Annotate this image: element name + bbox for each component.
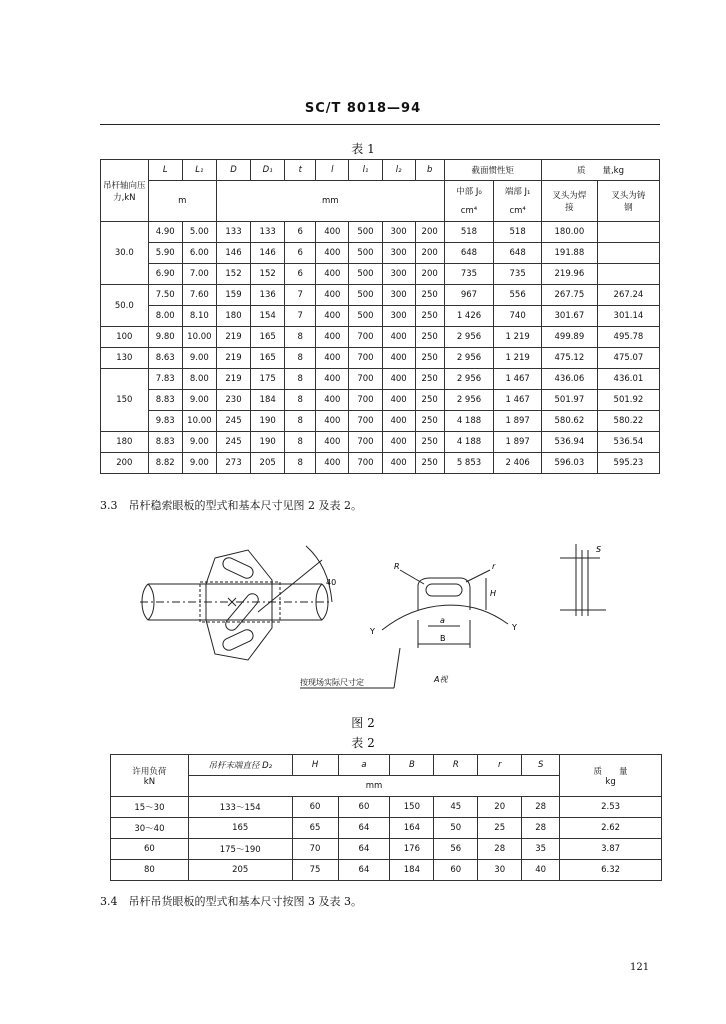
standard-code: SC/T 8018—94 [304,101,422,116]
t1-unit-m: m [148,181,216,222]
t2-head-a: a [338,755,390,776]
t1-cell-J0: 2 956 [444,348,494,369]
view-label: A视 [434,675,448,684]
t1-head-l: l [316,160,349,181]
t1-cell-mw: 536.94 [541,432,597,453]
t2-unit-mm: mm [188,776,559,797]
t1-cell-l1: 700 [349,432,382,453]
t1-sub-end: 端部 J₁ [494,181,542,202]
t2-cell-B: 164 [390,818,434,839]
t1-cell-D1: 152 [251,264,285,285]
t1-sub-mid: 中部 J₀ [444,181,494,202]
t1-head-l2: l₂ [382,160,415,181]
t1-cell-D: 230 [216,390,250,411]
t1-cell-J0: 2 956 [444,390,494,411]
t2-cell-r: 28 [478,839,522,860]
t1-cell-L1: 10.00 [182,411,216,432]
t1-cell-mc: 580.22 [597,411,659,432]
t1-cell-load: 100 [101,327,149,348]
t1-cell-D1: 190 [251,411,285,432]
t1-sub-cast: 叉头为铸 钢 [597,181,659,222]
t1-cell-mc: 436.01 [597,369,659,390]
t1-cell-D: 152 [216,264,250,285]
t1-cell-l2: 400 [382,432,415,453]
t1-cell-t: 6 [285,222,316,243]
view-arrow [228,598,236,606]
t1-cell-J1: 1 467 [494,369,542,390]
t1-cell-J0: 648 [444,243,494,264]
t2-cell-m: 2.62 [560,818,662,839]
t2-cell-S: 28 [522,818,560,839]
t1-cell-L: 7.50 [148,285,182,306]
t1-cell-b: 250 [415,369,444,390]
table1-row [101,390,660,411]
t1-cell-L: 7.83 [148,369,182,390]
t2-cell-a: 64 [338,860,390,881]
table1 [100,159,660,474]
table2-row [111,797,662,818]
table1-row [101,222,660,243]
t1-cell-mw: 580.62 [541,411,597,432]
t1-cell-J0: 4 188 [444,411,494,432]
t1-cell-D1: 146 [251,243,285,264]
t1-cell-J1: 1 219 [494,348,542,369]
angle-arc [306,546,332,602]
t1-cell-b: 200 [415,243,444,264]
a-label: a [440,616,445,625]
t2-cell-H: 75 [292,860,338,881]
t1-cell-D: 219 [216,369,250,390]
t1-cell-l: 400 [316,390,349,411]
eye-plate-outline [206,550,272,660]
t2-cell-r: 30 [478,860,522,881]
t1-cell-L1: 8.00 [182,369,216,390]
t1-cell-D: 273 [216,453,250,474]
t1-cell-t: 6 [285,243,316,264]
figure-2-drawing [0,520,726,710]
t1-cell-t: 8 [285,390,316,411]
t1-cell-D: 219 [216,327,250,348]
table1-body [101,222,660,474]
t2-cell-r: 25 [478,818,522,839]
r-label: r [492,562,496,571]
t1-cell-L1: 5.00 [182,222,216,243]
t1-cell-l: 400 [316,327,349,348]
t1-cell-D: 146 [216,243,250,264]
t1-head-L1: L₁ [182,160,216,181]
t2-head-dia: 吊杆末端直径 D₂ [188,755,292,776]
t1-cell-l2: 400 [382,411,415,432]
table1-row [101,264,660,285]
t1-cell-J1: 556 [494,285,542,306]
t1-cell-t: 8 [285,327,316,348]
t1-cell-D1: 184 [251,390,285,411]
t2-cell-B: 184 [390,860,434,881]
t1-cell-l2: 300 [382,285,415,306]
t2-cell-m: 3.87 [560,839,662,860]
S-label: S [596,545,602,554]
section-3-3: 3.3 吊杆稳索眼板的型式和基本尺寸见图 2 及表 2。 [100,499,362,512]
t1-cell-l1: 700 [349,369,382,390]
t1-cell-b: 200 [415,222,444,243]
t2-cell-S: 28 [522,797,560,818]
t1-cell-J1: 2 406 [494,453,542,474]
t1-cell-l: 400 [316,306,349,327]
t1-head-b: b [415,160,444,181]
t1-cell-L: 9.80 [148,327,182,348]
t1-cell-t: 8 [285,411,316,432]
t1-cell-l2: 300 [382,243,415,264]
t1-head-inertia: 截面惯性矩 [444,160,541,181]
t1-cell-mw: 596.03 [541,453,597,474]
t1-head-l1: l₁ [349,160,382,181]
t1-cell-l1: 500 [349,285,382,306]
t1-cell-mc: 301.14 [597,306,659,327]
t2-cell-load: 30～40 [111,818,189,839]
t1-cell-l: 400 [316,432,349,453]
t1-cell-l1: 700 [349,411,382,432]
t1-cell-b: 250 [415,432,444,453]
t2-head-mass [560,755,662,797]
t2-head-S: S [522,755,560,776]
t1-cell-b: 250 [415,327,444,348]
t1-cell-l1: 700 [349,327,382,348]
table2-body [111,797,662,881]
t1-cell-mw: 436.06 [541,369,597,390]
t1-cell-mw: 475.12 [541,348,597,369]
t2-cell-load: 15～30 [111,797,189,818]
t1-cell-J1: 1 897 [494,432,542,453]
t1-cell-D1: 175 [251,369,285,390]
page-number: 121 [630,962,650,973]
t1-cell-l1: 500 [349,264,382,285]
t2-cell-a: 64 [338,818,390,839]
t1-cell-t: 8 [285,432,316,453]
t1-cell-mw: 180.00 [541,222,597,243]
t2-cell-load: 80 [111,860,189,881]
t2-cell-R: 45 [434,797,478,818]
t1-cell-l: 400 [316,411,349,432]
table2-row [111,860,662,881]
table1-row [101,453,660,474]
t1-cell-mw: 301.67 [541,306,597,327]
t1-cell-J1: 740 [494,306,542,327]
angle-leg [258,560,322,612]
t2-head-load-unit: kN [143,776,156,787]
R-leader [400,570,424,584]
t1-cell-b: 250 [415,306,444,327]
t1-cell-t: 7 [285,285,316,306]
t2-cell-B: 150 [390,797,434,818]
t1-cell-D: 245 [216,432,250,453]
t1-sub-unit-end: cm⁴ [494,201,542,222]
t1-cell-D1: 136 [251,285,285,306]
table2-row [111,839,662,860]
t1-cell-l1: 500 [349,306,382,327]
t1-cell-mc [597,264,659,285]
t2-head-mass-unit: kg [605,776,616,787]
t1-cell-L: 8.83 [148,432,182,453]
t1-cell-mc: 501.92 [597,390,659,411]
t1-cell-D1: 205 [251,453,285,474]
t2-head-load [111,755,189,797]
t1-cell-J0: 735 [444,264,494,285]
t1-cell-J0: 2 956 [444,369,494,390]
t2-cell-r: 20 [478,797,522,818]
t1-cell-l: 400 [316,243,349,264]
R-label: R [394,562,400,571]
t2-cell-dia: 133～154 [188,797,292,818]
t1-cell-l: 400 [316,222,349,243]
t1-cell-J0: 967 [444,285,494,306]
t2-cell-a: 64 [338,839,390,860]
upper-slot [221,556,255,580]
t1-head-load: 吊杆轴向压力,kN [101,160,149,222]
t1-cell-L1: 8.10 [182,306,216,327]
t1-cell-b: 250 [415,411,444,432]
t1-cell-mc [597,222,659,243]
table1-row [101,411,660,432]
t2-cell-R: 60 [434,860,478,881]
t1-cell-mc [597,243,659,264]
t1-cell-L: 4.90 [148,222,182,243]
t1-cell-l1: 700 [349,348,382,369]
t1-cell-mw: 191.88 [541,243,597,264]
side-slot [426,584,462,596]
note-text: 按现场实际尺寸定 [300,678,364,687]
Y-label-left: Y [370,627,375,636]
t1-cell-D: 219 [216,348,250,369]
H-label: H [490,589,497,598]
t1-cell-L1: 7.00 [182,264,216,285]
t2-head-R: R [434,755,478,776]
t2-cell-R: 56 [434,839,478,860]
table1-row [101,327,660,348]
note-leader [394,648,400,688]
table2-caption: 表 2 [351,736,375,750]
t2-cell-m: 6.32 [560,860,662,881]
table1-row [101,306,660,327]
t1-head-t: t [285,160,316,181]
t1-cell-l1: 500 [349,222,382,243]
t1-cell-b: 250 [415,348,444,369]
t1-cell-mc: 536.54 [597,432,659,453]
t2-cell-S: 35 [522,839,560,860]
t1-cell-b: 250 [415,453,444,474]
table1-row [101,243,660,264]
t1-cell-J1: 1 467 [494,390,542,411]
t1-cell-l2: 400 [382,348,415,369]
t2-cell-H: 60 [292,797,338,818]
t1-cell-D1: 190 [251,432,285,453]
table1-caption: 表 1 [351,142,375,156]
t1-cell-L1: 9.00 [182,390,216,411]
t1-cell-mc: 595.23 [597,453,659,474]
t1-cell-b: 250 [415,390,444,411]
t1-cell-t: 6 [285,264,316,285]
t2-head-mass-label: 质 量 [593,766,628,777]
t1-cell-l1: 700 [349,453,382,474]
t2-cell-load: 60 [111,839,189,860]
t1-cell-l2: 300 [382,264,415,285]
t1-cell-load: 180 [101,432,149,453]
t2-head-B: B [390,755,434,776]
figure-2-caption: 图 2 [351,716,375,730]
t2-cell-R: 50 [434,818,478,839]
t2-cell-H: 65 [292,818,338,839]
t1-cell-J1: 1 897 [494,411,542,432]
Y-label-right: Y [512,623,517,632]
t1-cell-L: 8.83 [148,390,182,411]
table1-row [101,432,660,453]
t2-head-load-label: 许用负荷 [132,766,167,777]
angle-label: 40 [326,578,337,587]
t1-cell-load: 200 [101,453,149,474]
t1-cell-l1: 500 [349,243,382,264]
section-3-4: 3.4 吊杆吊货眼板的型式和基本尺寸按图 3 及表 3。 [100,895,362,908]
t1-head-D: D [216,160,250,181]
t1-cell-l: 400 [316,348,349,369]
t1-head-mass: 质 量,kg [541,160,659,181]
t1-cell-D1: 154 [251,306,285,327]
t1-cell-t: 8 [285,453,316,474]
table2-row [111,818,662,839]
t1-sub-weld: 叉头为焊 接 [541,181,597,222]
t1-cell-load: 50.0 [101,285,149,327]
t1-cell-mc: 495.78 [597,327,659,348]
t1-cell-L1: 7.60 [182,285,216,306]
t2-cell-H: 70 [292,839,338,860]
t1-cell-l2: 400 [382,369,415,390]
t1-cell-J0: 2 956 [444,327,494,348]
t1-cell-t: 8 [285,369,316,390]
t1-cell-mc: 267.24 [597,285,659,306]
t2-head-H: H [292,755,338,776]
t1-cell-D1: 165 [251,327,285,348]
t1-cell-b: 200 [415,264,444,285]
B-label: B [440,634,446,643]
t1-head-D1: D₁ [251,160,285,181]
t2-cell-dia: 175～190 [188,839,292,860]
table1-row [101,285,660,306]
t1-cell-load: 150 [101,369,149,432]
t1-cell-D: 245 [216,411,250,432]
t1-cell-mw: 267.75 [541,285,597,306]
t2-cell-a: 60 [338,797,390,818]
t1-cell-l2: 300 [382,306,415,327]
lower-slot [221,628,255,652]
t1-cell-L: 8.82 [148,453,182,474]
t1-cell-L: 6.90 [148,264,182,285]
t1-cell-L1: 9.00 [182,432,216,453]
t1-cell-D: 133 [216,222,250,243]
t1-cell-l: 400 [316,285,349,306]
t1-cell-L: 8.00 [148,306,182,327]
t1-cell-J0: 4 188 [444,432,494,453]
t2-cell-dia: 165 [188,818,292,839]
t1-cell-J1: 1 219 [494,327,542,348]
t1-unit-mm: mm [216,181,444,222]
t1-cell-l: 400 [316,369,349,390]
header-rule [100,124,660,125]
t2-cell-S: 40 [522,860,560,881]
t1-cell-mc: 475.07 [597,348,659,369]
t1-cell-load: 130 [101,348,149,369]
t1-cell-D: 159 [216,285,250,306]
center-slot [223,591,260,632]
t1-cell-J1: 518 [494,222,542,243]
t1-cell-L1: 9.00 [182,453,216,474]
t1-cell-load: 30.0 [101,222,149,285]
t1-cell-L1: 10.00 [182,327,216,348]
t1-cell-l2: 400 [382,453,415,474]
t2-cell-dia: 205 [188,860,292,881]
t1-cell-L: 8.63 [148,348,182,369]
t1-cell-mw: 501.97 [541,390,597,411]
t1-cell-L: 5.90 [148,243,182,264]
t1-cell-b: 250 [415,285,444,306]
t1-cell-L1: 6.00 [182,243,216,264]
t1-cell-L: 9.83 [148,411,182,432]
t1-cell-J1: 735 [494,264,542,285]
t1-cell-J0: 1 426 [444,306,494,327]
t1-cell-t: 7 [285,306,316,327]
t1-cell-J0: 518 [444,222,494,243]
t1-cell-mw: 499.89 [541,327,597,348]
t2-cell-B: 176 [390,839,434,860]
t2-cell-m: 2.53 [560,797,662,818]
t2-head-r: r [478,755,522,776]
t1-cell-L1: 9.00 [182,348,216,369]
t1-cell-t: 8 [285,348,316,369]
t1-cell-l: 400 [316,264,349,285]
table1-row [101,348,660,369]
t1-sub-unit-mid: cm⁴ [444,201,494,222]
t1-cell-D: 180 [216,306,250,327]
t1-cell-l1: 700 [349,390,382,411]
t1-cell-J1: 648 [494,243,542,264]
t1-cell-mw: 219.96 [541,264,597,285]
t1-head-L: L [148,160,182,181]
table2 [110,754,662,881]
t1-cell-J0: 5 853 [444,453,494,474]
t1-cell-l: 400 [316,453,349,474]
t1-cell-l2: 400 [382,327,415,348]
table1-row [101,369,660,390]
t1-cell-l2: 300 [382,222,415,243]
t1-cell-D1: 165 [251,348,285,369]
t1-cell-l2: 400 [382,390,415,411]
t1-cell-D1: 133 [251,222,285,243]
